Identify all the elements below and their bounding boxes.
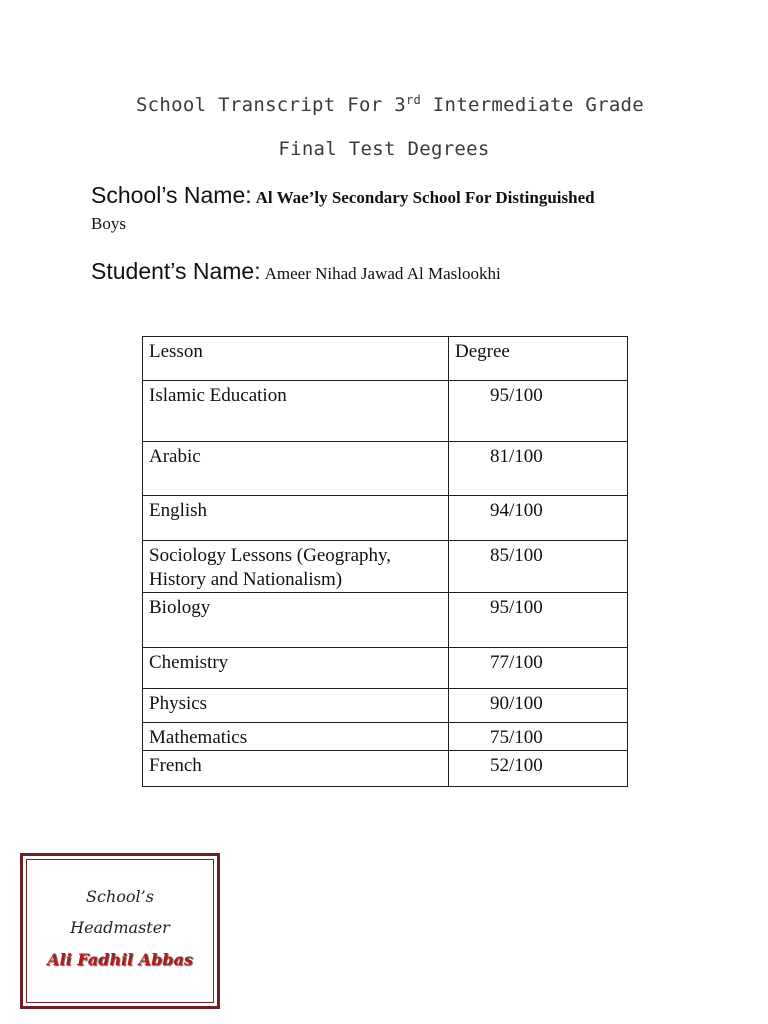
degree-cell: 77/100 <box>449 648 628 689</box>
document-title: School Transcript For 3rd Intermediate Grade <box>135 93 645 116</box>
degree-cell: 95/100 <box>449 381 628 442</box>
lesson-cell: Arabic <box>143 442 449 496</box>
header-degree: Degree <box>449 337 628 381</box>
table-row <box>143 381 628 442</box>
table-row <box>143 496 628 541</box>
student-name-value: Ameer Nihad Jawad Al Maslookhi <box>264 264 501 283</box>
school-name-field <box>91 180 681 214</box>
table-row <box>143 689 628 723</box>
lesson-cell: Sociology Lessons (Geography, History and Nationalism) <box>143 541 449 593</box>
lesson-cell: Chemistry <box>143 648 449 689</box>
student-name-label: Student’s Name: <box>91 258 261 284</box>
signature-inner-frame <box>26 859 214 1003</box>
student-name-field <box>91 256 681 290</box>
degree-cell: 94/100 <box>449 496 628 541</box>
headmaster-signature-box <box>20 853 220 1009</box>
table-row <box>143 541 628 593</box>
degree-cell: 85/100 <box>449 541 628 593</box>
degree-cell: 90/100 <box>449 689 628 723</box>
degree-cell: 52/100 <box>449 751 628 787</box>
header-lesson: Lesson <box>143 337 449 381</box>
document-subtitle: Final Test Degrees <box>278 138 490 160</box>
signature-title-line2: Headmaster <box>70 918 170 937</box>
table-row <box>143 593 628 648</box>
degree-cell: 75/100 <box>449 723 628 751</box>
school-name-value-continued: Boys <box>91 214 126 233</box>
grades-table <box>142 336 628 787</box>
school-name-label: School’s Name: <box>91 182 252 208</box>
lesson-cell: Mathematics <box>143 723 449 751</box>
lesson-cell: Physics <box>143 689 449 723</box>
table-row <box>143 442 628 496</box>
lesson-cell: English <box>143 496 449 541</box>
table-row <box>143 648 628 689</box>
lesson-cell: Islamic Education <box>143 381 449 442</box>
degree-cell: 95/100 <box>449 593 628 648</box>
signature-title-line1: School’s <box>86 887 154 906</box>
table-row <box>143 723 628 751</box>
headmaster-name: Ali Fadhil Abbas <box>47 950 193 969</box>
school-name-value: Al Wae’ly Secondary School For Distinguished <box>255 188 595 207</box>
lesson-cell: Biology <box>143 593 449 648</box>
degree-cell: 81/100 <box>449 442 628 496</box>
table-row <box>143 751 628 787</box>
table-header-row <box>143 337 628 381</box>
lesson-cell: French <box>143 751 449 787</box>
